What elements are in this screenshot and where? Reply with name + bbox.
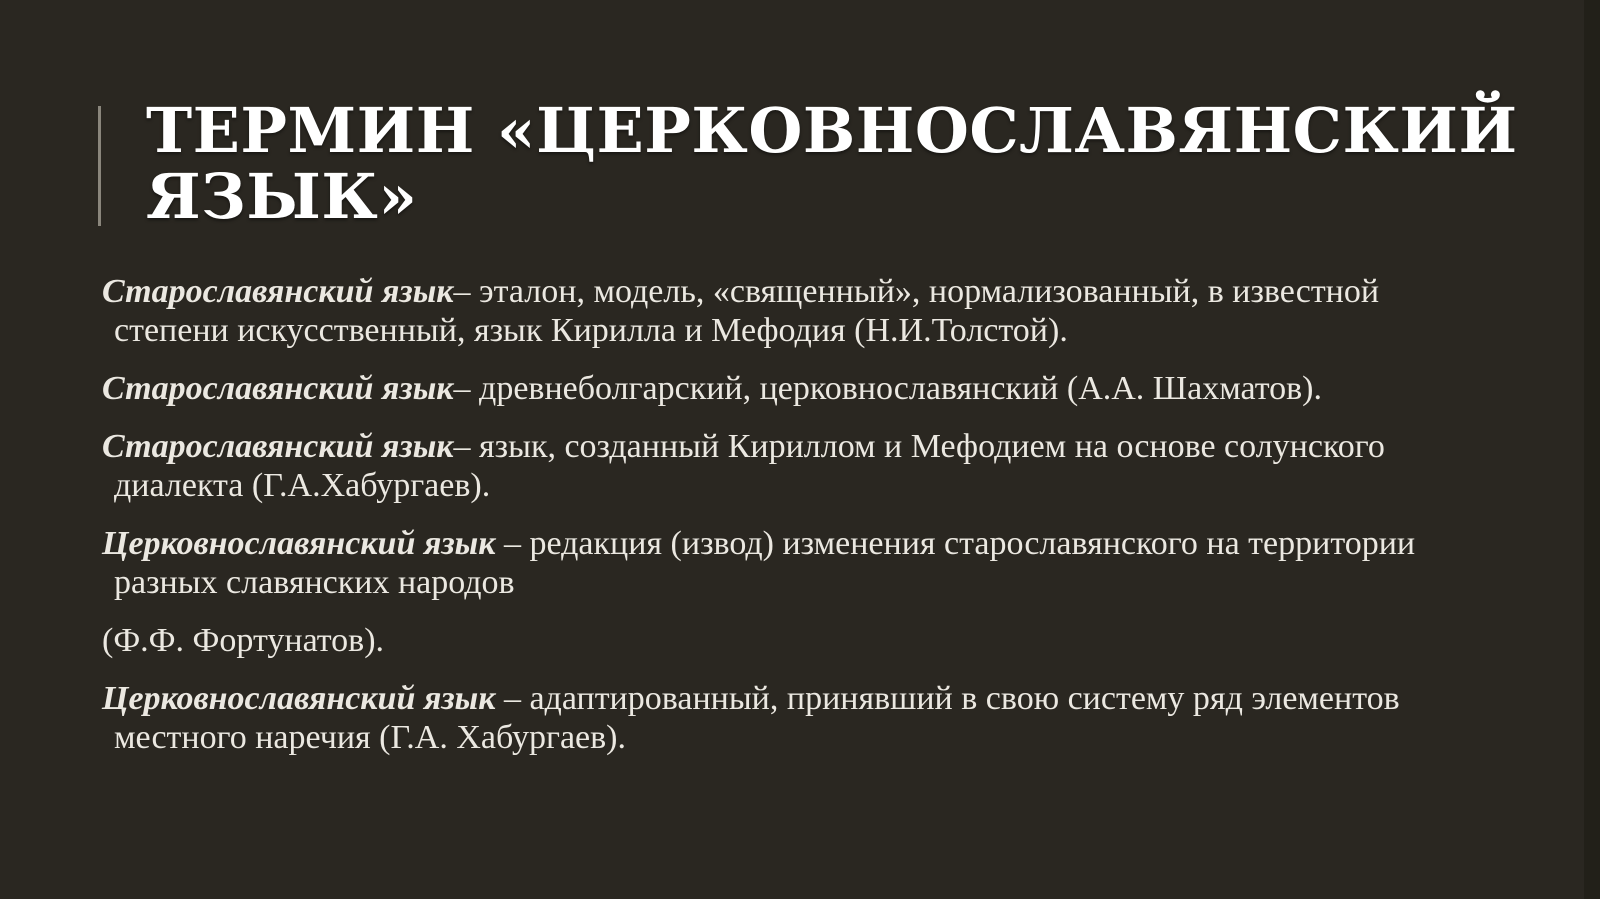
right-edge-strip: [1584, 0, 1600, 899]
attribution-text: (Ф.Ф. Фортунатов).: [102, 622, 385, 659]
slide-title: ТЕРМИН «ЦЕРКОВНОСЛАВЯНСКИЙ ЯЗЫК»: [146, 94, 1518, 233]
definition-text: – эталон, модель, «священный», нормализованный, в известной степени искусственный, язык Кирилла и Мефодия (Н.И.Толстой).: [114, 273, 1380, 349]
definition-text: – язык, созданный Кириллом и Мефодием на основе солунского диалекта (Г.А.Хабургаев).: [114, 428, 1385, 504]
definition-paragraph: [102, 272, 1432, 350]
definition-paragraph: [102, 427, 1432, 505]
definition-text: – древнеболгарский, церковнославянский (А.А. Шахматов).: [453, 370, 1322, 407]
definition-term: Старославянский язык: [102, 273, 454, 310]
definition-text: – адаптированный, принявший в свою систему ряд элементов местного наречия (Г.А. Хабургаев).: [114, 680, 1400, 756]
definition-text: – редакция (извод) изменения старославянского на территории разных славянских народов: [114, 525, 1416, 601]
title-accent-bar: [98, 106, 101, 226]
definition-term: Старославянский язык: [102, 370, 454, 407]
definition-term: Церковнославянский язык: [102, 680, 496, 717]
attribution-paragraph: [102, 621, 1432, 660]
definition-paragraph: [102, 524, 1432, 602]
definition-paragraph: [102, 679, 1432, 757]
definition-paragraph: [102, 369, 1432, 408]
definition-term: Старославянский язык: [102, 428, 454, 465]
slide-body: [102, 272, 1432, 776]
definition-term: Церковнославянский язык: [102, 525, 496, 562]
